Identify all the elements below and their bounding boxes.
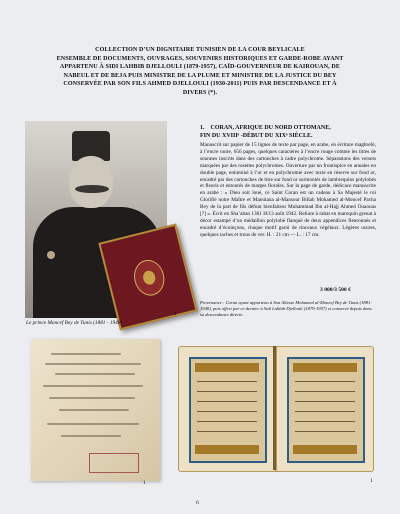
text-row [295, 391, 355, 392]
text-row [295, 411, 355, 412]
script-line [59, 409, 129, 411]
heading-line: APPARTENU À SIDI LAHBIB DJELLOULI (1879-1957), CAÏD-GOUVERNEUR DE KAIROUAN, DE [59, 64, 341, 71]
text-row [197, 391, 257, 392]
heading-line: CONSERVÉE PAR SON FILS AHMED DJELLOULI (1930-2011) PUIS PAR DESCENDANCE ET À [63, 81, 337, 88]
lot-provenance: Provenance : Coran ayant appartenu à Son Altesse Mohamed al-Moncef Bey de Tunis (1881-1948), puis offert par ce dernier à Sidi Lahbib Djellouli (1879-1957) et conservé depuis dans sa descendance directe. [200, 300, 372, 317]
text-row [197, 431, 257, 432]
figure-number: 1 [174, 311, 177, 317]
illuminated-panel [287, 357, 365, 463]
lot-title [200, 125, 376, 140]
portrait-face [69, 156, 113, 208]
script-line [55, 373, 135, 375]
illuminated-frontispiece-photo [176, 346, 376, 474]
illuminated-panel [189, 357, 267, 463]
script-line [51, 353, 121, 355]
script-line [61, 435, 121, 437]
lot-title-line: FIN DU XVIIIᵉ -DÉBUT DU XIXᵉ SIÈCLE. [200, 132, 313, 139]
gold-band [195, 363, 259, 372]
text-row [197, 411, 257, 412]
script-line [43, 385, 143, 387]
lot-description-text: Manuscrit sur papier de 15 lignes de texte par page, en arabe, en écriture maghrebi, à l’encre noire, 656 pages, quelques caractères à l’encre rouge comme les titres de sourates inscrits dans des cartouches à cadre polychrome. Séparations des versets marquées par des rosettes polychromes. Ouverture par un frontispice en annales en double page, enluminé à l’or et en polychromie avec texte en réserve sur fond or, encadré par des cartouches de titre sur fond or surmontés de lambrequins polylobés et fleuris et entourés de marges florales. Sur la page de garde, dédicace manuscrite en arabe : « Dieu soit loué, ce Saint Coran est un cadeau à Sa Majesté le roi Glorifié notre Maître et Maoulana al-Mansour Billah Mohamed al-Moncef Pacha Bey de la part de fils défunt bienfaiteur Muhammad Ibn al-Hajj Ahmed Ouaouas [?] ». Écrit en Sha’aban 1361 H/13 août 1942. Reliure à rabat en maroquin grenat à décor estampé d’un médaillon polylobé flanqué de deux appendices fleuronnés et encadré d’écoinçons, chaque motif garni de rinceaux végétaux. Légères usures, quelques taches et trous de ver. [200, 142, 376, 238]
text-row [295, 401, 355, 402]
frontispiece-left-page [178, 346, 276, 472]
script-line [45, 363, 141, 365]
dedication-page-photo [31, 339, 160, 481]
heading-line: ENSEMBLE DE DOCUMENTS, OUVRAGES, SOUVENIRS HISTORIQUES ET GARDE-ROBE AYANT [56, 55, 344, 62]
lot-description [200, 142, 376, 239]
binding-medallion [130, 257, 168, 299]
lot-estimate: 3 000/3 500 € [320, 287, 351, 293]
text-row [295, 431, 355, 432]
script-line [47, 423, 139, 425]
page-number: 6 [196, 500, 199, 506]
text-row [197, 421, 257, 422]
seal-frame [89, 453, 139, 473]
lot-dimensions: H. : 21 cm — L. : 17 cm. [266, 231, 320, 238]
frontispiece-right-page [276, 346, 374, 472]
collection-heading [24, 46, 376, 98]
medal-decoration [47, 251, 55, 259]
lot-title-line: 1. CORAN, AFRIQUE DU NORD OTTOMANE, [200, 125, 331, 131]
gold-band [293, 363, 357, 372]
script-line [49, 397, 135, 399]
gold-band [195, 445, 259, 454]
heading-line: DIVERS (*). [182, 89, 218, 96]
portrait-moustache [75, 185, 109, 193]
heading-line: NABEUL ET DE BEJA PUIS MINISTRE DE LA PLUME ET MINISTRE DE LA JUSTICE DU BEY [63, 72, 337, 79]
figure-number: 1 [370, 478, 373, 484]
text-row [295, 421, 355, 422]
portrait-caption: Le prince Moncef Bey de Tunis (1881 - 1948) [26, 320, 123, 326]
gold-band [293, 445, 357, 454]
heading-line: COLLECTION D’UN DIGNITAIRE TUNISIEN DE LA COUR BEYLICALE [95, 47, 305, 53]
text-row [197, 401, 257, 402]
text-row [197, 381, 257, 382]
figure-number: 1 [143, 480, 146, 486]
text-row [295, 381, 355, 382]
